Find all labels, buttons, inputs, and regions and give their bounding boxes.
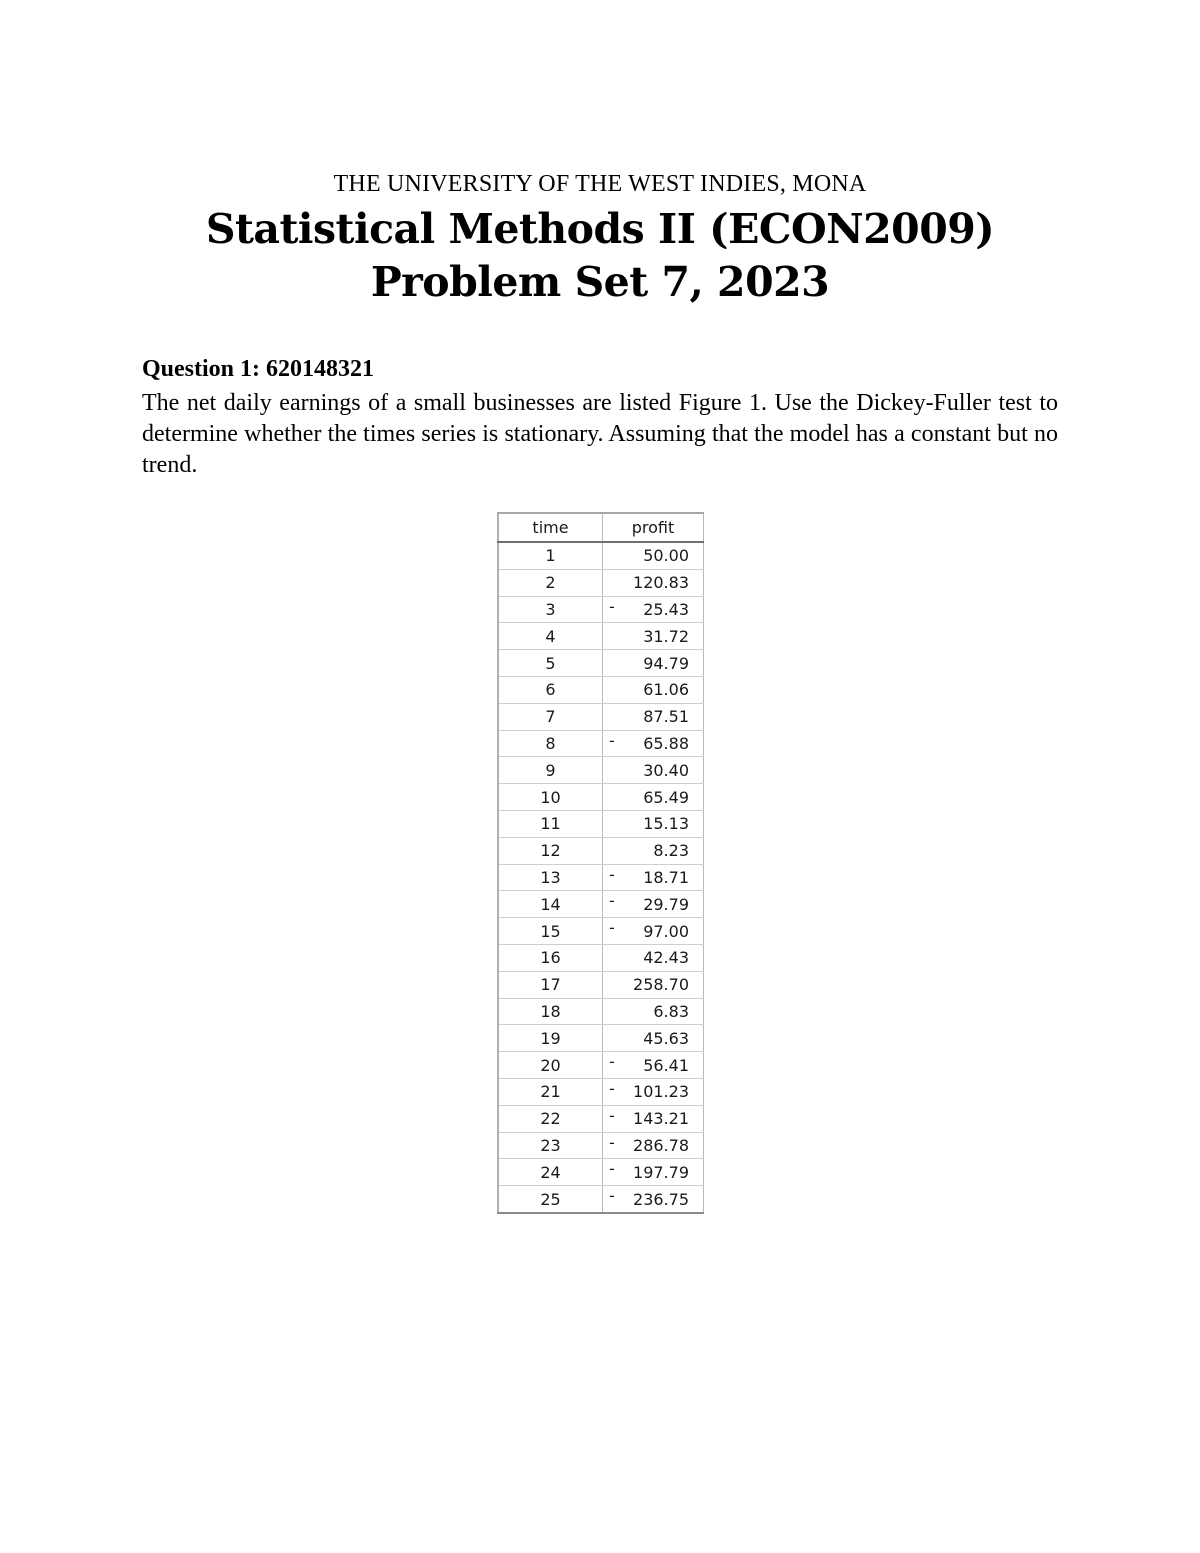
- negative-sign: -: [609, 1105, 615, 1125]
- table-row: [498, 837, 704, 864]
- profit-value: 45.63: [643, 1028, 689, 1048]
- negative-sign: -: [609, 1132, 615, 1152]
- profit-value: 15.13: [643, 814, 689, 834]
- table-row: [498, 1186, 704, 1213]
- time-cell: 17: [498, 971, 603, 998]
- table-header-row: [498, 513, 704, 542]
- time-cell: 8: [498, 730, 603, 757]
- time-cell: 20: [498, 1052, 603, 1079]
- profit-value: 6.83: [653, 1001, 689, 1021]
- profit-cell: [603, 1025, 704, 1052]
- table-row: [498, 1132, 704, 1159]
- table-row: [498, 918, 704, 945]
- time-cell: 21: [498, 1078, 603, 1105]
- table-row: [498, 569, 704, 596]
- profit-value: 50.00: [643, 546, 689, 566]
- negative-sign: -: [609, 891, 615, 911]
- profit-cell: [603, 1052, 704, 1079]
- time-cell: 13: [498, 864, 603, 891]
- profit-cell: [603, 891, 704, 918]
- profit-value: 29.79: [643, 894, 689, 914]
- table-row: [498, 810, 704, 837]
- time-cell: 15: [498, 918, 603, 945]
- profit-cell: [603, 542, 704, 569]
- time-cell: 14: [498, 891, 603, 918]
- profit-value: 258.70: [633, 975, 689, 995]
- table-row: [498, 944, 704, 971]
- question-heading: Question 1: 620148321: [142, 356, 375, 382]
- table-row: [498, 1078, 704, 1105]
- time-cell: 18: [498, 998, 603, 1025]
- negative-sign: -: [609, 1159, 615, 1179]
- profit-cell: [603, 810, 704, 837]
- time-cell: 11: [498, 810, 603, 837]
- time-cell: 4: [498, 623, 603, 650]
- profit-table: [497, 512, 704, 1214]
- profit-value: 31.72: [643, 626, 689, 646]
- profit-value: 87.51: [643, 707, 689, 727]
- profit-cell: [603, 569, 704, 596]
- profit-value: 30.40: [643, 760, 689, 780]
- table-row: [498, 998, 704, 1025]
- time-cell: 22: [498, 1105, 603, 1132]
- time-cell: 19: [498, 1025, 603, 1052]
- column-header-time: time: [498, 513, 603, 542]
- profit-cell: [603, 1159, 704, 1186]
- profit-cell: [603, 730, 704, 757]
- profit-value: 101.23: [633, 1082, 689, 1102]
- question-body: The net daily earnings of a small businesses are listed Figure 1. Use the Dickey-Fuller test to determine whether the times series is stationary. Assuming that the model has a constant but no trend.: [142, 390, 1058, 478]
- negative-sign: -: [609, 864, 615, 884]
- time-cell: 24: [498, 1159, 603, 1186]
- profit-cell: [603, 676, 704, 703]
- institution-name: THE UNIVERSITY OF THE WEST INDIES, MONA: [333, 171, 867, 197]
- time-cell: 1: [498, 542, 603, 569]
- profit-value: 97.00: [643, 921, 689, 941]
- table-row: [498, 650, 704, 677]
- table-row: [498, 784, 704, 811]
- table-row: [498, 891, 704, 918]
- table-row: [498, 757, 704, 784]
- profit-value: 42.43: [643, 948, 689, 968]
- table-row: [498, 623, 704, 650]
- time-cell: 9: [498, 757, 603, 784]
- time-cell: 23: [498, 1132, 603, 1159]
- profit-cell: [603, 1105, 704, 1132]
- profit-value: 236.75: [633, 1189, 689, 1209]
- profit-value: 25.43: [643, 599, 689, 619]
- table-row: [498, 542, 704, 569]
- profit-cell: [603, 784, 704, 811]
- table-row: [498, 864, 704, 891]
- profit-value: 18.71: [643, 867, 689, 887]
- profit-cell: [603, 971, 704, 998]
- profit-value: 65.49: [643, 787, 689, 807]
- time-cell: 6: [498, 676, 603, 703]
- table-row: [498, 703, 704, 730]
- time-cell: 5: [498, 650, 603, 677]
- time-cell: 10: [498, 784, 603, 811]
- table-row: [498, 1025, 704, 1052]
- profit-cell: [603, 944, 704, 971]
- profit-cell: [603, 757, 704, 784]
- profit-value: 197.79: [633, 1162, 689, 1182]
- negative-sign: -: [609, 918, 615, 938]
- profit-cell: [603, 596, 704, 623]
- profit-value: 61.06: [643, 680, 689, 700]
- time-cell: 16: [498, 944, 603, 971]
- profit-value: 56.41: [643, 1055, 689, 1075]
- profit-cell: [603, 1078, 704, 1105]
- column-header-profit: profit: [603, 513, 704, 542]
- time-cell: 7: [498, 703, 603, 730]
- table-row: [498, 730, 704, 757]
- negative-sign: -: [609, 1052, 615, 1072]
- profit-cell: [603, 864, 704, 891]
- profit-value: 65.88: [643, 733, 689, 753]
- table-row: [498, 676, 704, 703]
- profit-cell: [603, 998, 704, 1025]
- time-cell: 25: [498, 1186, 603, 1213]
- profit-cell: [603, 1132, 704, 1159]
- table-row: [498, 971, 704, 998]
- negative-sign: -: [609, 596, 615, 616]
- profit-cell: [603, 837, 704, 864]
- profit-value: 8.23: [653, 841, 689, 861]
- time-cell: 2: [498, 569, 603, 596]
- course-title: Statistical Methods II (ECON2009): [205, 205, 995, 253]
- table-body: [498, 542, 704, 1213]
- profit-cell: [603, 623, 704, 650]
- profit-cell: [603, 650, 704, 677]
- table-row: [498, 1052, 704, 1079]
- profit-cell: [603, 1186, 704, 1213]
- profit-value: 94.79: [643, 653, 689, 673]
- table-row: [498, 1159, 704, 1186]
- profit-cell: [603, 918, 704, 945]
- profit-cell: [603, 703, 704, 730]
- problem-set-title: Problem Set 7, 2023: [370, 258, 830, 306]
- negative-sign: -: [609, 1186, 615, 1206]
- time-cell: 3: [498, 596, 603, 623]
- negative-sign: -: [609, 730, 615, 750]
- table-row: [498, 1105, 704, 1132]
- negative-sign: -: [609, 1078, 615, 1098]
- profit-value: 143.21: [633, 1109, 689, 1129]
- profit-value: 120.83: [633, 573, 689, 593]
- profit-value: 286.78: [633, 1135, 689, 1155]
- time-cell: 12: [498, 837, 603, 864]
- table-row: [498, 596, 704, 623]
